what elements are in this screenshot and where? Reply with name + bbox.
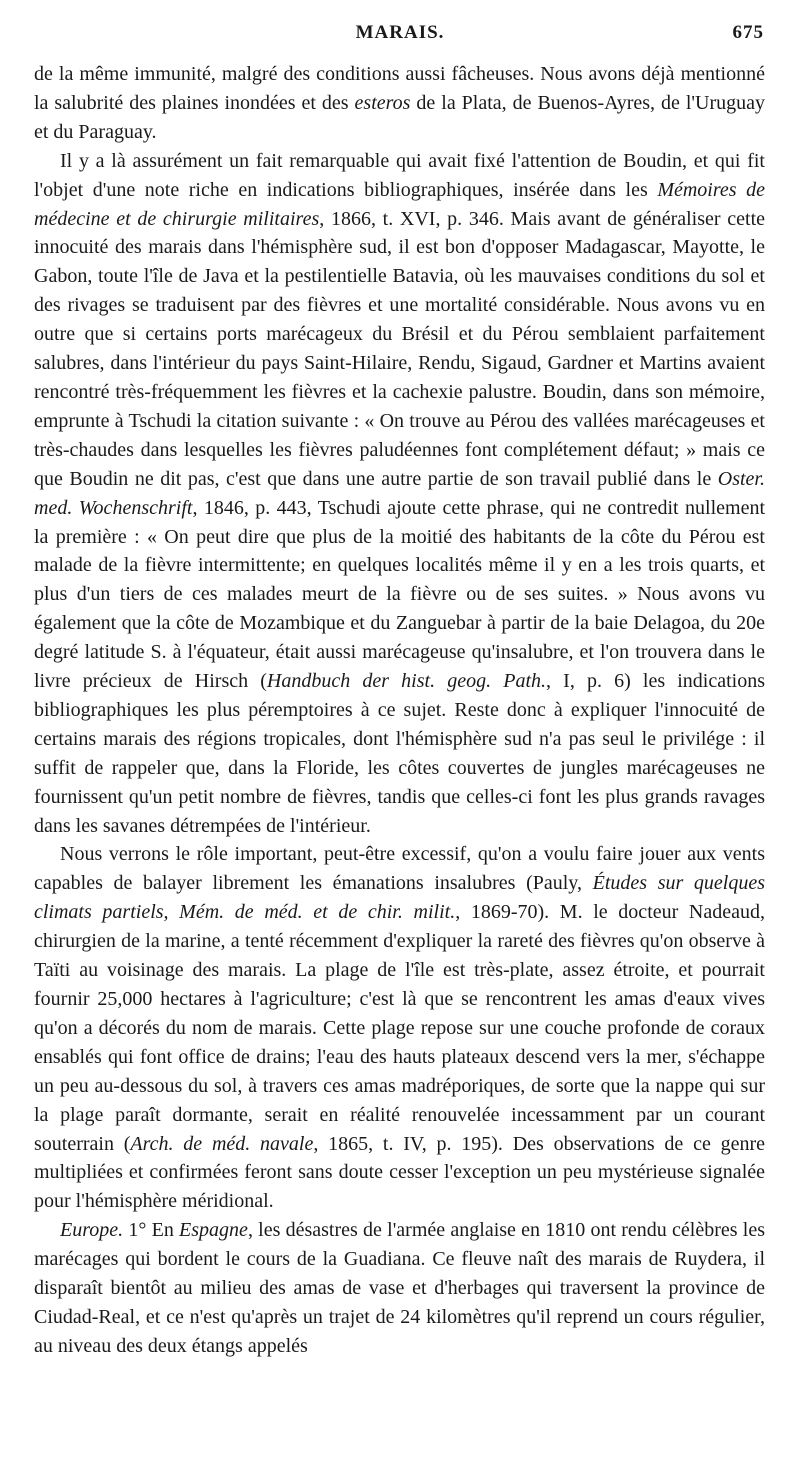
running-title: MARAIS.: [355, 22, 445, 43]
paragraph-1: de la même immunité, malgré des conditions aussi fâcheuses. Nous avons déjà mentionné la salubrité des plaines inondées et des esteros de la Plata, de Buenos-Ayres, de l'Uruguay et du Paraguay.: [34, 63, 765, 143]
paragraph-2: Il y a là assurément un fait remarquable qui avait fixé l'attention de Boudin, et qui fit l'objet d'une note riche en indications bibliographiques, insérée dans les Mémoires de médecine et de chirurgie militaires, 1866, t. XVI, p. 346. Mais avant de généraliser cette innocuité des marais dans l'hémisphère sud, il est bon d'opposer Madagascar, Mayotte, le Gabon, toute l'île de Java et la pestilentielle Batavia, où les mauvaises conditions du sol et des rivages se traduisent par des fièvres et une mortalité considérable. Nous avons vu en outre que si certains ports marécageux du Brésil et du Pérou semblaient parfaitement salubres, dans l'intérieur du pays Saint-Hilaire, Rendu, Sigaud, Gardner et Martins avaient rencontré très-fréquemment les fièvres et la cachexie palustre. Boudin, dans son mémoire, emprunte à Tschudi la citation suivante : « On trouve au Pérou des vallées marécageuses et très-chaudes dans lesquelles les fièvres paludéennes font complétement défaut; » mais ce que Boudin ne dit pas, c'est que dans une autre partie de son travail publié dans le Oster. med. Wochenschrift, 1846, p. 443, Tschudi ajoute cette phrase, qui ne contredit nullement la première : « On peut dire que plus de la moitié des habitants de la côte du Pérou est malade de la fièvre intermittente; en quelques localités même il y en a les trois quarts, et plus d'un tiers de ces malades meurt de la fièvre ou de ses suites. » Nous avons vu également que la côte de Mozambique et du Zanguebar à partir de la baie Delagoa, du 20e degré latitude S. à l'équateur, était aussi marécageuse qu'insalubre, et l'on trouvera dans le livre précieux de Hirsch (Handbuch der hist. geog. Path., I, p. 6) les indications bibliographiques les plus péremptoires à ce sujet. Reste donc à expliquer l'innocuité de certains marais des régions tropicales, dont l'hémisphère sud n'a pas seul le privilége : il suffit de rappeler que, dans la Floride, les côtes couvertes de jungles marécageuses ne fournissent qu'un petit nombre de fièvres, tandis que celles-ci font les plus grands ravages dans les savanes détrempées de l'intérieur.: [34, 149, 766, 837]
body-text: [34, 60, 765, 1361]
page-number: 675: [732, 22, 764, 43]
section-label-europe: Europe.: [60, 1219, 124, 1242]
paragraph-4: Europe. 1° En Espagne, les désastres de l'armée anglaise en 1810 ont rendu célèbres les marécages qui bordent le cours de la Guadiana. Ce fleuve naît des marais de Ruydera, il disparaît bientôt au milieu des amas de vase et d'herbages qui traversent la province de Ciudad-Real, et ce n'est qu'après un trajet de 24 kilomètres qu'il reprend un cours régulier, au niveau des deux étangs appelés: [34, 1219, 765, 1357]
running-header: [36, 22, 764, 52]
paragraph-3: Nous verrons le rôle important, peut-être excessif, qu'on a voulu faire jouer aux vents capables de balayer librement les émanations insalubres (Pauly, Études sur quelques climats partiels, Mém. de méd. et de chir. milit., 1869-70). M. le docteur Nadeaud, chirurgien de la marine, a tenté récemment d'expliquer la rareté des fièvres qu'on observe à Taïti au voisinage des marais. La plage de l'île est très-plate, assez étroite, et pourrait fournir 25,000 hectares à l'agriculture; c'est là que se rencontrent les amas d'eaux vives qu'on a décorés du nom de marais. Cette plage repose sur une couche profonde de coraux ensablés qui font office de drains; l'eau des hauts plateaux descend vers la mer, s'échappe un peu au-dessous du sol, à travers ces amas madréporiques, de sorte que la nappe qui sur la plage paraît dormante, serait en réalité renouvelée incessamment par un courant souterrain (Arch. de méd. navale, 1865, t. IV, p. 195). Des observations de ce genre multipliées et confirmées feront sans doute cesser l'exception un peu mystérieuse signalée pour l'hémisphère méridional.: [34, 843, 766, 1213]
